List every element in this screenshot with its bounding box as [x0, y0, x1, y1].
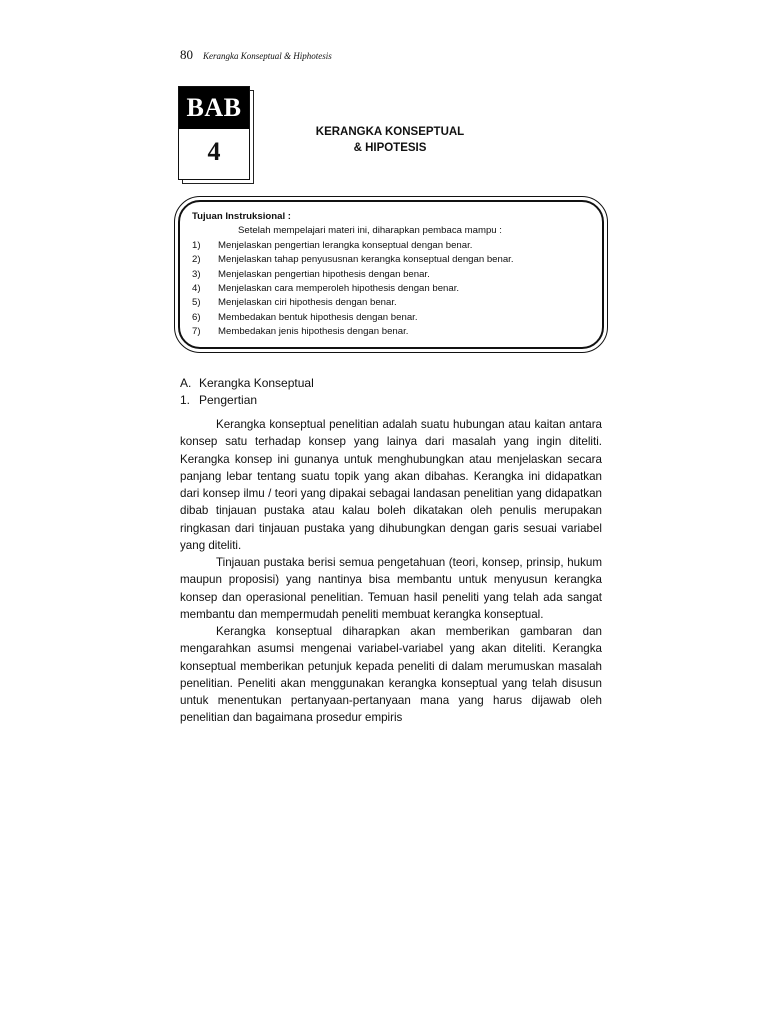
- chapter-number: 4: [207, 137, 221, 166]
- objective-item: [192, 296, 588, 310]
- subsection-title: Pengertian: [199, 393, 258, 407]
- objective-item: [192, 268, 588, 282]
- objective-text: Menjelaskan tahap penyususnan kerangka konseptual dengan benar.: [218, 254, 514, 266]
- chapter-label: BAB: [179, 87, 249, 129]
- section-title-row: [180, 375, 314, 392]
- chapter-title-line2: & HIPOTESIS: [353, 142, 427, 154]
- section-label: A.: [180, 376, 192, 390]
- objective-text: Menjelaskan cara memperoleh hipothesis dengan benar.: [218, 283, 460, 295]
- objective-text: Menjelaskan pengertian hipothesis dengan benar.: [218, 268, 430, 280]
- page-header: [180, 47, 332, 63]
- objective-text: Membedakan jenis hipothesis dengan benar.: [218, 326, 409, 338]
- objective-text: Menjelaskan pengertian lerangka konseptual dengan benar.: [218, 239, 473, 251]
- paragraph: Tinjauan pustaka berisi semua pengetahuan (teori, konsep, prinsip, hukum maupun proposisi) yang nantinya bisa membantu untuk menyusun kerangka konsep dan operasional penelitian. Temuan hasil peneliti yang telah ada sangat membantu dan mempermudah peneliti membuat kerangka konseptual.: [180, 556, 602, 621]
- objective-number: 6): [192, 311, 201, 323]
- objective-text: Membedakan bentuk hipothesis dengan benar.: [218, 311, 418, 323]
- body-text: [180, 416, 602, 727]
- chapter-badge-box: [178, 86, 250, 180]
- objective-text: Menjelaskan ciri hipothesis dengan benar.: [218, 297, 397, 309]
- objective-number: 7): [192, 326, 201, 338]
- objective-item: [192, 311, 588, 325]
- objectives-intro: Setelah mempelajari materi ini, diharapkan pembaca mampu :: [238, 225, 502, 237]
- objective-number: 3): [192, 268, 201, 280]
- objective-item: [192, 253, 588, 267]
- objectives-content: [192, 210, 588, 340]
- subsection-label: 1.: [180, 393, 191, 407]
- objectives-heading: Tujuan Instruksional :: [192, 211, 291, 222]
- objective-item: [192, 239, 588, 253]
- paragraph: Kerangka konseptual penelitian adalah suatu hubungan atau kaitan antara konsep satu terhadap konsep yang lainya dari masalah yang ingin diteliti. Kerangka konsep ini gunanya untuk menghubungkan atau menjelaskan secara panjang lebar tentang suatu topik yang akan dibahas. Kerangka ini didapatkan dari konsep ilmu / teori yang dipakai sebagai landasan penelitian yang didapatkan dibab tinjauan pustaka atau kalau boleh dikatakan oleh penulis merupakan ringkasan dari tinjauan pustaka yang dihubungkan dengan garis sesuai variabel yang diteliti.: [180, 418, 602, 552]
- subsection-title-row: [180, 392, 314, 409]
- section-heading: [180, 375, 314, 409]
- chapter-badge: [178, 86, 250, 182]
- section-title: Kerangka Konseptual: [199, 376, 314, 390]
- objective-number: 2): [192, 254, 201, 266]
- objectives-box: [174, 196, 608, 353]
- running-title: Kerangka Konseptual & Hiphotesis: [203, 51, 332, 61]
- page-number: 80: [180, 47, 193, 62]
- objective-number: 1): [192, 239, 201, 251]
- objective-item: [192, 282, 588, 296]
- chapter-title-line1: KERANGKA KONSEPTUAL: [315, 126, 465, 138]
- objective-number: 4): [192, 283, 201, 295]
- paragraph: Kerangka konseptual diharapkan akan memberikan gambaran dan mengarahkan asumsi mengenai variabel-variabel yang akan diteliti. Kerangka konseptual memberikan petunjuk kepada peneliti di dalam merumuskan masalah penelitian. Peneliti akan menggunakan kerangka konseptual yang telah disusun untuk menentukan pertanyaan-pertanyaan mana yang harus dijawab oleh penelitian dan bagaimana prosedur empiris: [180, 625, 602, 725]
- chapter-title: [300, 124, 480, 156]
- objective-number: 5): [192, 297, 201, 309]
- objective-item: [192, 325, 588, 339]
